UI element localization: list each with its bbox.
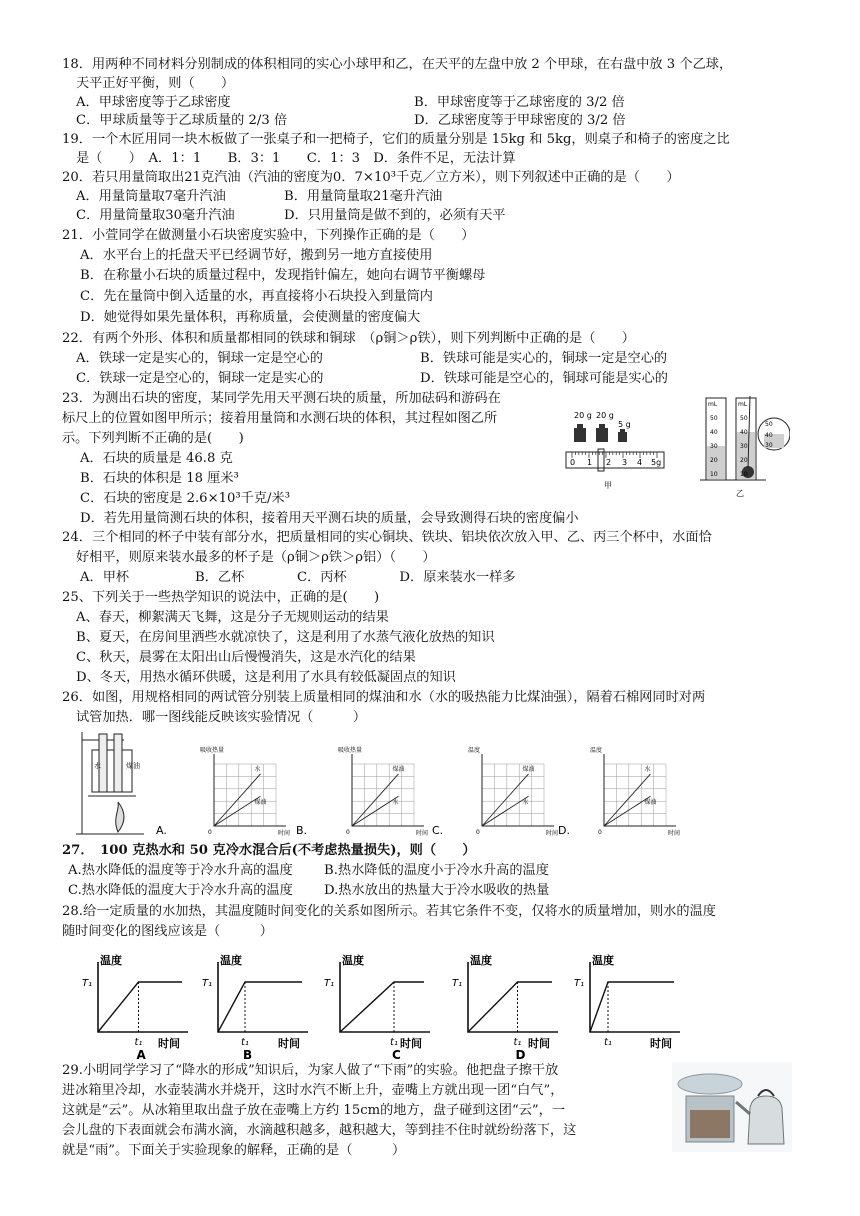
q26-label-a: A.: [156, 824, 167, 837]
svg-text:0: 0: [346, 829, 350, 836]
q29-stem-line3: 这就是“云”。从冰箱里取出盘子放在壶嘴上方约 15cm的地方，盘子碰到这团“云”，一: [62, 1103, 566, 1118]
q20-option-a: A．用量筒量取7毫升汽油: [76, 189, 226, 204]
svg-text:温度: 温度: [468, 747, 481, 754]
q27-option-a: A.热水降低的温度等于冷水升高的温度: [68, 863, 293, 878]
svg-text:煤油: 煤油: [644, 799, 657, 807]
svg-text:T₁: T₁: [574, 978, 585, 989]
svg-text:t₁: t₁: [134, 1037, 143, 1048]
q18-option-a: A．甲球密度等于乙球密度: [76, 95, 231, 110]
svg-text:水: 水: [644, 765, 651, 773]
q21-option-c: C．先在量筒中倒入适量的水，再直接将小石块投入到量筒内: [80, 289, 433, 304]
q29-stem-line4: 会儿盘的下表面就会布满水滴，水滴越积越多，越积越大，等到挂不住时就纷纷落下，这: [62, 1123, 577, 1138]
q21-option-a: A．水平台上的托盘天平已经调节好，搬到另一地方直接使用: [80, 248, 433, 263]
svg-text:20: 20: [740, 457, 748, 464]
label-jia: 甲: [604, 481, 612, 490]
svg-text:10: 10: [710, 471, 718, 478]
scale-5: 5g: [651, 458, 662, 467]
svg-text:时间: 时间: [278, 1037, 300, 1050]
svg-text:煤油: 煤油: [126, 762, 140, 770]
svg-text:吸收热量: 吸收热量: [338, 747, 363, 754]
scale-0: 0: [570, 458, 576, 467]
svg-text:0: 0: [208, 829, 212, 836]
scale-3: 3: [622, 458, 628, 467]
q28-graph-1: [202, 953, 308, 1060]
label-yi: 乙: [736, 489, 744, 498]
svg-text:30: 30: [765, 442, 773, 449]
svg-text:温度: 温度: [100, 954, 122, 967]
q25-option-a: A、春天，柳絮满天飞舞，这是分子无规则运动的结果: [76, 610, 389, 625]
weights-group: [574, 411, 631, 442]
q26-graph-b: [338, 746, 428, 837]
svg-text:B: B: [243, 1048, 253, 1060]
q26-graph-d: [590, 746, 680, 837]
q25-option-d: D、冬天，用热水循环供暖，这是利用了水具有较低凝固点的知识: [76, 670, 456, 685]
svg-text:时间: 时间: [650, 1037, 672, 1050]
svg-text:水: 水: [94, 762, 101, 770]
svg-text:水: 水: [392, 799, 399, 807]
svg-text:时间: 时间: [158, 1037, 180, 1050]
svg-text:t₁: t₁: [390, 1037, 398, 1048]
q28-stem-line1: 28.给一定质量的水加热，其温度随时间变化的关系如图所示。若其它条件不变，仅将水的质量增加，则水的温度: [62, 904, 716, 919]
svg-text:温度: 温度: [590, 747, 603, 754]
q24-options: A．甲杯 B．乙杯 C．丙杯 D．原来装水一样多: [80, 570, 516, 585]
svg-text:T₁: T₁: [202, 978, 213, 989]
q23-option-d: D．若先用量筒测石块的体积，接着用天平测石块的质量，会导致测得石块的密度偏小: [80, 511, 579, 526]
q22-option-a: A．铁球一定是实心的，铜球一定是空心的: [76, 351, 323, 366]
q22-option-b: B．铁球可能是实心的，铜球一定是空心的: [420, 351, 668, 366]
svg-text:煤油: 煤油: [254, 799, 267, 807]
q18-option-d: D．乙球密度等于甲球密度的 3/2 倍: [414, 113, 626, 128]
heating-apparatus: [76, 732, 144, 834]
q28-graph-4: [574, 953, 680, 1050]
svg-text:煤油: 煤油: [522, 765, 535, 773]
svg-text:0: 0: [598, 829, 602, 836]
q21-option-b: B．在称量小石块的质量过程中，发现指针偏左，她向右调节平衡螺母: [80, 268, 486, 283]
q26-stem-line2: 试管加热．哪一图线能反映该实验情况（ ）: [76, 710, 367, 725]
q28-graph-0: [82, 953, 188, 1060]
weight-20g-1: [574, 428, 586, 442]
svg-text:30: 30: [740, 443, 748, 450]
q25-option-c: C、秋天，晨雾在太阳出山后慢慢消失，这是水汽化的结果: [76, 650, 416, 665]
q28-stem-line2: 随时间变化的图线应该是（ ）: [62, 924, 273, 939]
q23-stem-line1: 23．为测出石块的密度，某同学先用天平测石块的质量，所加砝码和游码在: [62, 391, 501, 406]
q21-stem: 21．小萱同学在做测量小石块密度实验中，下列操作正确的是（ ）: [62, 228, 475, 243]
q22-stem: 22．有两个外形、体积和质量都相同的铁球和铜球 （ρ铜＞ρ铁），则下列判断中正确的是（ ）: [62, 331, 635, 346]
svg-text:t₁: t₁: [513, 1037, 522, 1048]
q26-label-d: D.: [558, 824, 570, 837]
q24-stem-line1: 24．三个相同的杯子中装有部分水，把质量相同的实心铜块、铁块、铝块依次放入甲、乙、丙三个杯中，水面恰: [62, 530, 712, 545]
q25-stem: 25、下列关于一些热学知识的说法中，正确的是( ): [62, 590, 380, 605]
cylinders: [700, 396, 790, 498]
svg-text:时间: 时间: [278, 830, 291, 837]
svg-text:t₁: t₁: [604, 1037, 612, 1048]
svg-text:时间: 时间: [668, 830, 681, 837]
q22-option-d: D．铁球可能是空心的，铜球可能是实心的: [420, 371, 668, 386]
svg-text:D: D: [515, 1048, 526, 1060]
weight-label-1: 20 g: [574, 411, 592, 420]
q18-stem-line2: 天平正好平衡，则（ ）: [76, 76, 235, 91]
scale-1: 1: [587, 458, 593, 467]
svg-text:温度: 温度: [592, 954, 614, 967]
q25-option-b: B、夏天，在房间里洒些水就凉快了，这是利用了水蒸气液化放热的知识: [76, 630, 495, 645]
svg-text:T₁: T₁: [324, 978, 335, 989]
q28-graph-2: [324, 953, 430, 1060]
svg-text:40: 40: [740, 429, 748, 436]
svg-text:C: C: [392, 1048, 401, 1060]
weight-20g-2: [596, 428, 608, 442]
weight-label-2: 20 g: [596, 411, 614, 420]
weight-5g: [618, 432, 627, 442]
svg-text:30: 30: [710, 443, 718, 450]
svg-text:mL: mL: [738, 401, 748, 408]
svg-text:时间: 时间: [416, 830, 429, 837]
q23-option-a: A．石块的质量是 46.8 克: [80, 451, 233, 466]
q27-stem: 27． 100 克热水和 50 克冷水混合后(不考虑热量损失)，则（ ）: [62, 843, 476, 858]
svg-text:0: 0: [476, 829, 480, 836]
q29-stem-line1: 29.小明同学学习了“降水的形成”知识后，为家人做了“下雨”的实验。他把盘子擦干放: [62, 1063, 559, 1078]
scale-4: 4: [637, 458, 643, 467]
scale-2: 2: [606, 458, 612, 467]
svg-text:煤油: 煤油: [392, 765, 405, 773]
q23-option-b: B．石块的体积是 18 厘米³: [80, 471, 239, 486]
q26-stem-line1: 26．如图，用规格相同的两试管分别装上质量相同的煤油和水（水的吸热能力比煤油强），隔着石棉网同时对两: [62, 690, 706, 705]
svg-text:T₁: T₁: [452, 978, 463, 989]
svg-text:50: 50: [765, 421, 773, 428]
q20-option-c: C．用量筒量取30毫升汽油: [76, 208, 235, 223]
q29-stem-line2: 进冰箱里冷却，水壶装满水并烧开，这时水汽不断上升，壶嘴上方就出现一团“白气”，: [62, 1083, 564, 1098]
svg-text:A: A: [136, 1048, 146, 1060]
q28-figures: [70, 940, 710, 1060]
q26-label-c: C.: [432, 824, 444, 837]
svg-text:20: 20: [710, 457, 718, 464]
q29-stem-line5: 就是“雨”。下面关于实验现象的解释，正确的是（ ）: [62, 1143, 406, 1158]
q18-stem-line1: 18．用两种不同材料分别制成的体积相同的实心小球甲和乙，在天平的左盘中放 2 个甲球，在右盘中放 3 个乙球，: [62, 57, 733, 72]
q19-stem-line1: 19．一个木匠用同一块木板做了一张桌子和一把椅子，它们的质量分别是 15kg 和 5kg，则桌子和椅子的密度之比: [62, 132, 730, 147]
q27-option-c: C.热水降低的温度大于冷水升高的温度: [68, 883, 293, 898]
q20-option-b: B．用量筒量取21毫升汽油: [284, 189, 443, 204]
q23-stem-line2: 标尺上的位置如图甲所示；接着用量筒和水测石块的体积，其过程如图乙所: [62, 411, 498, 426]
q29-photo: [672, 1062, 792, 1152]
svg-text:40: 40: [765, 432, 773, 439]
svg-text:T₁: T₁: [82, 978, 93, 989]
q23-figure: [560, 390, 790, 500]
q23-stem-line3: 示。下列判断不正确的是( ): [62, 431, 244, 446]
svg-text:温度: 温度: [342, 954, 364, 967]
svg-text:40: 40: [710, 429, 718, 436]
svg-text:50: 50: [710, 415, 718, 422]
svg-text:时间: 时间: [546, 830, 559, 837]
q18-option-c: C．甲球质量等于乙球质量的 2/3 倍: [76, 113, 288, 128]
svg-text:时间: 时间: [400, 1037, 422, 1050]
q27-option-b: B.热水降低的温度小于冷水升高的温度: [324, 863, 549, 878]
svg-text:温度: 温度: [470, 954, 492, 967]
q26-graph-a: [200, 746, 290, 837]
q19-stem-line2: 是（ ） A．1：1 B．3：1 C．1：3 D．条件不足，无法计算: [76, 151, 516, 166]
weight-label-3: 5 g: [618, 420, 631, 429]
svg-text:温度: 温度: [220, 954, 242, 967]
ruler-scale: [566, 449, 664, 490]
svg-text:50: 50: [740, 415, 748, 422]
q28-graph-3: [452, 953, 558, 1060]
q21-option-d: D．她觉得如果先量体积，再称质量，会使测量的密度偏大: [80, 310, 421, 325]
svg-text:时间: 时间: [528, 1037, 550, 1050]
svg-text:10: 10: [740, 471, 748, 478]
svg-text:mL: mL: [708, 401, 718, 408]
q26-label-b: B.: [296, 824, 308, 837]
q26-figures: [74, 722, 774, 842]
svg-text:水: 水: [522, 799, 529, 807]
q26-graph-c: [468, 746, 558, 837]
svg-text:t₁: t₁: [241, 1037, 249, 1048]
q27-option-d: D.热水放出的热量大于冷水吸收的热量: [324, 883, 550, 898]
q20-stem: 20．若只用量筒取出21克汽油（汽油的密度为0．7×10³千克／立方米），则下列叙述中正确的是（ ）: [62, 170, 680, 185]
q20-option-d: D．只用量筒是做不到的，必须有天平: [284, 208, 506, 223]
q18-option-b: B．甲球密度等于乙球密度的 3/2 倍: [414, 95, 625, 110]
q23-option-c: C．石块的密度是 2.6×10³千克/米³: [80, 491, 290, 506]
svg-text:水: 水: [254, 765, 261, 773]
svg-text:吸收热量: 吸收热量: [200, 747, 225, 754]
q24-stem-line2: 好相平，则原来装水最多的杯子是（ρ铜＞ρ铁＞ρ铝）（ ）: [76, 550, 436, 565]
q22-option-c: C．铁球一定是空心的，铜球一定是实心的: [76, 371, 324, 386]
